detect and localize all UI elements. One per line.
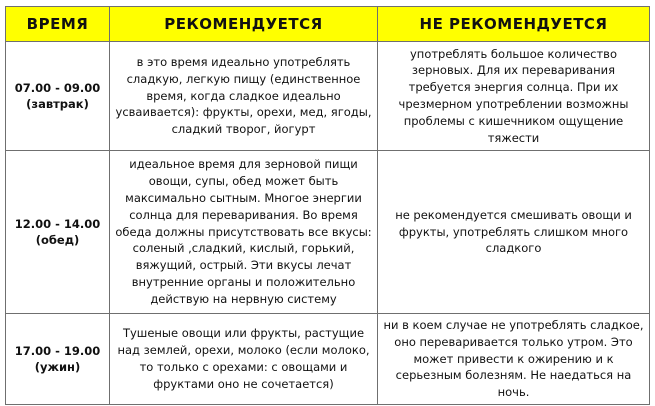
table-row (6, 151, 650, 314)
recommended-cell (110, 314, 378, 405)
recommended-text: Тушеные овощи или фрукты, растущие над землей, орехи, молоко (если молоко, то только с орехами: с овощами и фруктами оно не сочетается) (117, 326, 370, 391)
time-range: 12.00 - 14.00 (14, 217, 101, 231)
table-row (6, 42, 650, 151)
time-cell (6, 151, 110, 314)
header-row (6, 7, 650, 42)
recommended-cell (110, 151, 378, 314)
header-not-recommended: НЕ РЕКОМЕНДУЕТСЯ (378, 7, 650, 42)
time-cell (6, 42, 110, 151)
not-recommended-cell (378, 151, 650, 314)
not-recommended-cell (378, 42, 650, 151)
time-cell (6, 314, 110, 405)
recommended-cell (110, 42, 378, 151)
meal-name: (завтрак) (26, 97, 89, 111)
meal-name: (ужин) (34, 360, 81, 374)
header-recommended: РЕКОМЕНДУЕТСЯ (110, 7, 378, 42)
table-row (6, 314, 650, 405)
not-recommended-text: не рекомендуется смешивать овощи и фрукты, употреблять слишком много сладкого (395, 207, 632, 256)
header-time: ВРЕМЯ (6, 7, 110, 42)
time-range: 17.00 - 19.00 (14, 344, 101, 358)
meal-schedule-table (5, 6, 650, 405)
not-recommended-cell (378, 314, 650, 405)
time-range: 07.00 - 09.00 (14, 81, 101, 95)
recommended-text: в это время идеально употреблять сладкую, легкую пищу (единственное время, когда сладкое идеально усваивается): фрукты, орехи, мед, ягоды, сладкий творог, йогурт (115, 55, 372, 137)
not-recommended-text: ни в коем случае не употреблять сладкое, оно переваривается только утром. Это может привести к ожирению и к серьезным болезням. Не наедаться на ночь. (383, 318, 644, 400)
not-recommended-text: употреблять большое количество зерновых. Для их переваривания требуется энергия солнца. При их чрезмерном употреблении возможны проблемы с кишечником ощущение тяжести (398, 46, 629, 145)
meal-name: (обед) (35, 233, 80, 247)
recommended-text: идеальное время для зерновой пищи овощи, супы, обед может быть максимально сытным. Многое энергии солнца для переваривания. Во время обеда должны присутствовать все вкусы: соленый ,сладкий, кислый, горький, вяжущий, острый. Эти вкусы лечат внутренние органы и положительно действую на нервную систему (115, 157, 372, 306)
